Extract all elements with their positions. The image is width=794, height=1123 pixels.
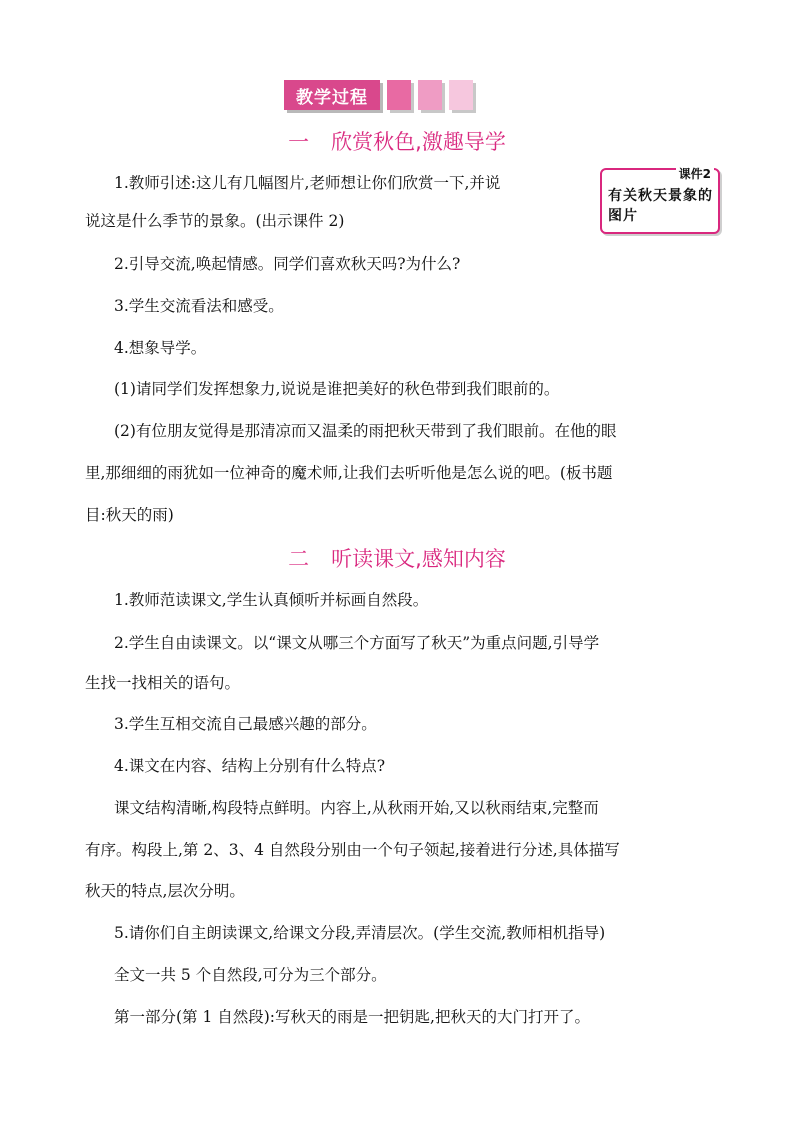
paragraph-line: 1.教师引述:这儿有几幅图片,老师想让你们欣赏一下,并说 xyxy=(114,174,501,192)
paragraph-line: (2)有位朋友觉得是那清凉而又温柔的雨把秋天带到了我们眼前。在他的眼 xyxy=(114,422,617,440)
paragraph-line: 课文结构清晰,构段特点鲜明。内容上,从秋雨开始,又以秋雨结束,完整而 xyxy=(114,799,599,817)
paragraph-line: (1)请同学们发挥想象力,说说是谁把美好的秋色带到我们眼前的。 xyxy=(114,380,560,398)
paragraph-line: 3.学生交流看法和感受。 xyxy=(114,297,284,315)
banner-square-1 xyxy=(387,80,411,110)
paragraph-line: 4.想象导学。 xyxy=(114,339,207,357)
section-heading-1 xyxy=(0,126,794,156)
courseware-callout xyxy=(600,168,720,234)
banner-title: 教学过程 xyxy=(284,80,380,110)
paragraph-line: 1.教师范读课文,学生认真倾听并标画自然段。 xyxy=(114,591,429,609)
courseware-tag: 课件2 xyxy=(676,167,714,181)
paragraph-line: 4.课文在内容、结构上分别有什么特点? xyxy=(114,757,386,775)
paragraph-line: 说这是什么季节的景象。(出示课件 2) xyxy=(85,212,345,230)
paragraph-line: 2.学生自由读课文。以“课文从哪三个方面写了秋天”为重点问题,引导学 xyxy=(114,634,600,652)
banner-square-3 xyxy=(449,80,473,110)
section-banner xyxy=(284,80,473,110)
paragraph-line: 2.引导交流,唤起情感。同学们喜欢秋天吗?为什么? xyxy=(114,255,461,273)
section-title-text: 听读课文,感知内容 xyxy=(331,547,506,571)
paragraph-line: 目:秋天的雨) xyxy=(85,506,174,524)
section-number: 二 xyxy=(288,547,310,571)
paragraph-line: 5.请你们自主朗读课文,给课文分段,弄清层次。(学生交流,教师相机指导) xyxy=(114,924,606,942)
paragraph-line: 秋天的特点,层次分明。 xyxy=(85,882,245,900)
paragraph-line: 3.学生互相交流自己最感兴趣的部分。 xyxy=(114,715,377,733)
banner-square-2 xyxy=(418,80,442,110)
section-number: 一 xyxy=(288,130,310,154)
paragraph-line: 生找一找相关的语句。 xyxy=(85,674,241,692)
paragraph-line: 有序。构段上,第 2、3、4 自然段分别由一个句子领起,接着进行分述,具体描写 xyxy=(85,841,620,859)
section-title-text: 欣赏秋色,激趣导学 xyxy=(331,130,506,154)
paragraph-line: 全文一共 5 个自然段,可分为三个部分。 xyxy=(114,966,387,984)
paragraph-line: 第一部分(第 1 自然段):写秋天的雨是一把钥匙,把秋天的大门打开了。 xyxy=(114,1008,590,1026)
courseware-text: 有关秋天景象的图片 xyxy=(608,188,713,224)
paragraph-line: 里,那细细的雨犹如一位神奇的魔术师,让我们去听听他是怎么说的吧。(板书题 xyxy=(85,464,613,482)
section-heading-2 xyxy=(0,543,794,573)
